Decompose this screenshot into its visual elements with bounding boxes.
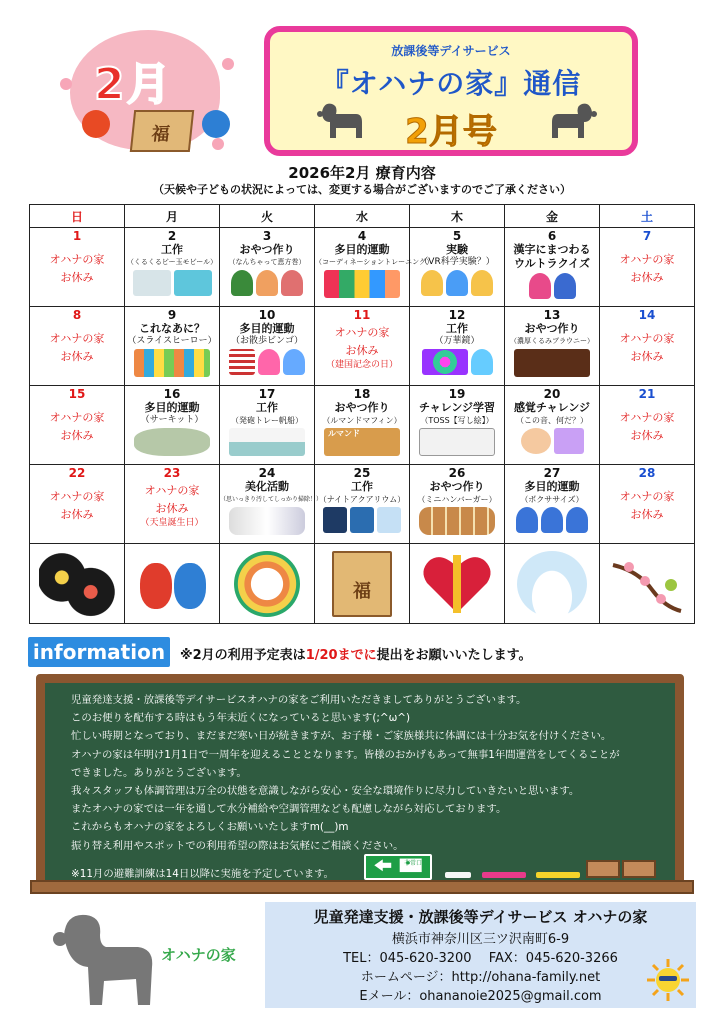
calendar-day-cell bbox=[315, 228, 434, 307]
oni-illustration bbox=[125, 544, 220, 624]
calendar-day-cell bbox=[220, 228, 315, 307]
closed-label: オハナの家 bbox=[49, 490, 105, 503]
activity-name: 多目的運動 bbox=[144, 401, 200, 414]
activity-illustration bbox=[505, 428, 599, 454]
message-line: 児童発達支援・放課後等デイサービスオハナの家をご利用いただきましてありがとうございます。 bbox=[71, 694, 527, 706]
calendar-day-cell bbox=[410, 465, 505, 544]
schedule-title: 2026年2月 療育内容 bbox=[288, 164, 436, 182]
closed-label: オハナの家 bbox=[144, 484, 200, 497]
closed-label: オハナの家 bbox=[334, 326, 390, 339]
activity-illustration bbox=[220, 270, 314, 296]
day-number: 6 bbox=[547, 229, 557, 243]
closed-sub: お休み bbox=[630, 429, 664, 442]
closed-sub: お休み bbox=[630, 508, 664, 521]
closed-sub: お休み bbox=[60, 271, 94, 284]
heart-box-illustration bbox=[410, 544, 505, 624]
calendar-day-cell bbox=[410, 386, 505, 465]
masu-box-text: 福 bbox=[150, 124, 171, 145]
weekday-tuesday: 火 bbox=[220, 205, 315, 228]
message-line: このお便りを配布する時はもう年末近くになっていると思います(;^ω^) bbox=[71, 712, 411, 725]
activity-illustration bbox=[505, 273, 599, 299]
masu-box-icon bbox=[130, 110, 194, 152]
weekday-saturday: 土 bbox=[600, 205, 695, 228]
month-badge-text: 2月 bbox=[94, 59, 173, 110]
calendar-day-cell bbox=[30, 228, 125, 307]
activity-detail: （万華鏡） bbox=[434, 336, 480, 346]
activity-illustration bbox=[220, 428, 314, 456]
calendar-day-cell bbox=[410, 307, 505, 386]
notice-text-end: 提出をお願いいたします。 bbox=[376, 648, 532, 663]
calendar-day-cell bbox=[600, 307, 695, 386]
address: 横浜市神奈川区三ツ沢南町6-9 bbox=[391, 932, 570, 947]
chalk-yellow bbox=[536, 872, 580, 878]
day-number: 18 bbox=[353, 387, 371, 401]
day-number: 9 bbox=[167, 308, 177, 322]
blue-oni-icon bbox=[202, 110, 230, 138]
activity-illustration bbox=[410, 507, 504, 535]
holiday-name: （天皇誕生日） bbox=[140, 518, 204, 528]
day-number: 21 bbox=[638, 387, 656, 401]
day-number: 17 bbox=[258, 387, 276, 401]
notice-text: ※2月の利用予定表は bbox=[180, 648, 306, 663]
activity-detail: （くるくるビー玉モビール） bbox=[126, 258, 218, 266]
schedule-note: （天候や子どもの状況によっては、変更する場合がございますのでご了承ください） bbox=[153, 183, 571, 196]
holiday-name: （建国記念の日） bbox=[325, 360, 398, 370]
month-badge bbox=[52, 18, 242, 168]
calendar-day-cell bbox=[505, 307, 600, 386]
notice-deadline: 1/20までに bbox=[305, 648, 377, 663]
activity-name: 工作 bbox=[351, 480, 373, 493]
closed-sub: お休み bbox=[630, 350, 664, 363]
calendar-day-cell bbox=[30, 465, 125, 544]
closed-label: オハナの家 bbox=[619, 411, 675, 424]
weekday-wednesday: 水 bbox=[315, 205, 410, 228]
calendar-day-cell bbox=[600, 386, 695, 465]
homepage-link[interactable]: ホームページ：http://ohana-family.net bbox=[360, 970, 601, 985]
dog-icon bbox=[548, 98, 598, 142]
calendar-week-row bbox=[30, 465, 695, 544]
facility-name: 児童発達支援・放課後等デイサービス オハナの家 bbox=[313, 908, 648, 926]
activity-detail: （お散歩ビンゴ） bbox=[230, 336, 303, 346]
day-number: 20 bbox=[543, 387, 561, 401]
activity-name: 美化活動 bbox=[245, 480, 289, 493]
calendar-day-cell bbox=[30, 386, 125, 465]
day-number: 25 bbox=[353, 466, 371, 480]
snow-rabbit-illustration bbox=[505, 544, 600, 624]
seasonal-illustration-row bbox=[30, 544, 695, 624]
day-number: 28 bbox=[638, 466, 656, 480]
day-number: 11 bbox=[353, 308, 371, 322]
calendar-week-row bbox=[30, 307, 695, 386]
activity-name: おやつ作り bbox=[334, 401, 390, 414]
muffin-label: ルマンド bbox=[324, 428, 400, 456]
day-number: 10 bbox=[258, 308, 276, 322]
closed-label: オハナの家 bbox=[619, 490, 675, 503]
activity-illustration bbox=[410, 349, 504, 375]
calendar-day-cell bbox=[315, 386, 410, 465]
calendar-day-cell bbox=[220, 386, 315, 465]
weekday-friday: 金 bbox=[505, 205, 600, 228]
activity-name: チャレンジ学習 bbox=[418, 401, 496, 414]
newsletter-title: 『オハナの家』通信 bbox=[320, 67, 582, 100]
plum-flower-icon bbox=[60, 78, 72, 90]
message-line: できました。ありがとうございます。 bbox=[71, 766, 247, 779]
day-number: 1 bbox=[72, 229, 82, 243]
activity-name: 工作 bbox=[161, 243, 183, 256]
masu-beans-illustration bbox=[315, 544, 410, 624]
activity-name: おやつ作り bbox=[429, 480, 485, 493]
dog-icon bbox=[316, 98, 366, 142]
calendar-day-cell bbox=[315, 307, 410, 386]
day-number: 12 bbox=[448, 308, 466, 322]
day-number: 4 bbox=[357, 229, 367, 243]
activity-illustration bbox=[410, 270, 504, 296]
activity-name: 実験 bbox=[446, 243, 468, 256]
calendar-day-cell bbox=[315, 465, 410, 544]
message-line: これからもオハナの家をよろしくお願いいたしますm(__)m bbox=[71, 821, 349, 834]
calendar-day-cell bbox=[410, 228, 505, 307]
calendar-week-row bbox=[30, 228, 695, 307]
closed-sub: お休み bbox=[60, 429, 94, 442]
activity-detail: （TOSS【写し絵】） bbox=[420, 416, 494, 425]
activity-name: 多目的運動 bbox=[524, 480, 580, 493]
dog-icon bbox=[46, 905, 158, 1015]
closed-sub: お休み bbox=[630, 271, 664, 284]
ehomaki-illustration bbox=[30, 544, 125, 624]
activity-illustration bbox=[505, 507, 599, 533]
activity-name-line2: ウルトラクイズ bbox=[513, 257, 590, 270]
day-number: 26 bbox=[448, 466, 466, 480]
chalk-white bbox=[445, 872, 471, 878]
masu-label: 福 bbox=[353, 580, 371, 602]
activity-name: おやつ作り bbox=[524, 322, 580, 335]
calendar-day-cell bbox=[600, 465, 695, 544]
calendar-day-cell bbox=[505, 386, 600, 465]
activity-name: 多目的運動 bbox=[334, 243, 390, 256]
day-number: 24 bbox=[258, 466, 276, 480]
activity-name: これなあに？ bbox=[139, 322, 205, 335]
weekday-sunday: 日 bbox=[30, 205, 125, 228]
day-number: 19 bbox=[448, 387, 466, 401]
message-line: 我々スタッフも体調管理は万全の状態を意識しながら安心・安全な環境作りに尽力していきたいと思います。 bbox=[71, 785, 580, 798]
closed-sub: お休み bbox=[155, 502, 189, 515]
activity-detail: （濃厚くるみブラウニー） bbox=[510, 337, 594, 345]
exit-sign-icon bbox=[364, 854, 432, 880]
submission-notice bbox=[180, 644, 532, 663]
red-oni-icon bbox=[82, 110, 110, 138]
calendar-week-row bbox=[30, 386, 695, 465]
message-line: 忙しい時期となっており、まだまだ寒い日が続きますが、お子様・ご家族様共に体調には十分お気を付けください。 bbox=[71, 730, 612, 743]
activity-detail: （思いっきり汚してしっかり掃除！） bbox=[220, 496, 323, 503]
chalk-tray bbox=[30, 880, 694, 894]
activity-detail: （ミニハンバーガー） bbox=[417, 495, 497, 504]
activity-detail: （なんちゃって恵方巻） bbox=[228, 258, 306, 266]
calendar-day-cell bbox=[505, 465, 600, 544]
contact-box bbox=[265, 902, 696, 1008]
activity-illustration bbox=[125, 428, 219, 456]
activity-illustration bbox=[315, 270, 409, 298]
calendar-day-cell bbox=[125, 386, 220, 465]
activity-name: 漢字にまつわる bbox=[513, 243, 591, 256]
calendar-day-cell bbox=[220, 307, 315, 386]
message-line: オハナの家は年明け1月1日で一周年を迎えることとなります。皆様のおかげもあって無事1年間運営をしてくることが bbox=[71, 748, 620, 761]
day-number: 8 bbox=[72, 308, 82, 322]
activity-illustration bbox=[410, 428, 504, 456]
issue-label: 2月号 bbox=[405, 112, 497, 152]
newsletter-title-box bbox=[264, 26, 638, 156]
activity-illustration bbox=[220, 349, 314, 375]
email-link[interactable]: Eメール：ohananoie2025@gmail.com bbox=[359, 989, 602, 1004]
day-number: 27 bbox=[543, 466, 561, 480]
activity-name: 工作 bbox=[256, 401, 278, 414]
activity-name: 感覚チャレンジ bbox=[513, 401, 591, 414]
activity-calendar bbox=[29, 204, 695, 624]
day-number: 16 bbox=[163, 387, 181, 401]
weekday-header-row bbox=[30, 205, 695, 228]
day-number: 14 bbox=[638, 308, 656, 322]
activity-illustration bbox=[125, 270, 219, 296]
closed-label: オハナの家 bbox=[619, 253, 675, 266]
day-number: 3 bbox=[262, 229, 272, 243]
plum-flower-icon bbox=[222, 58, 234, 70]
activity-detail: （発砲トレー帆船） bbox=[231, 416, 303, 425]
exit-sign-text: 非常口 bbox=[404, 860, 423, 867]
evacuation-drill-note: ※11月の避難訓練は14日以降に実施を予定しています。 bbox=[71, 867, 334, 880]
activity-illustration bbox=[505, 349, 599, 377]
day-number: 7 bbox=[642, 229, 652, 243]
eraser bbox=[586, 860, 620, 878]
activity-detail: （コーディネーショントレーニング） bbox=[315, 258, 434, 266]
plum-flower-icon bbox=[212, 138, 224, 150]
day-number: 15 bbox=[68, 387, 86, 401]
activity-detail: （サーキット） bbox=[140, 415, 204, 425]
day-number: 2 bbox=[167, 229, 177, 243]
information-label: information bbox=[28, 637, 170, 667]
activity-name: おやつ作り bbox=[239, 243, 295, 256]
closed-label: オハナの家 bbox=[49, 332, 105, 345]
activity-detail: （ボクササイズ） bbox=[520, 495, 584, 504]
day-number: 22 bbox=[68, 466, 86, 480]
phone-fax: TEL：045-620-3200 FAX：045-620-3266 bbox=[343, 951, 618, 966]
activity-detail: （ルマンドマフィン） bbox=[322, 416, 402, 425]
activity-detail: （スライスヒーロー） bbox=[127, 336, 217, 346]
chalk-pink bbox=[482, 872, 526, 878]
activity-illustration bbox=[315, 428, 409, 456]
footer-brand: オハナの家 bbox=[161, 946, 236, 964]
closed-label: オハナの家 bbox=[49, 411, 105, 424]
day-number: 23 bbox=[163, 466, 181, 480]
activity-detail: （VR科学実験？） bbox=[419, 257, 495, 267]
closed-label: オハナの家 bbox=[619, 332, 675, 345]
activity-name: 工作 bbox=[446, 322, 468, 335]
closed-label: オハナの家 bbox=[49, 253, 105, 266]
closed-sub: お休み bbox=[60, 350, 94, 363]
calendar-day-cell bbox=[220, 465, 323, 544]
eraser bbox=[622, 860, 656, 878]
message-line: 振り替え利用やスポットでの利用希望の際はお気軽にご相談ください。 bbox=[71, 839, 404, 852]
weekday-monday: 月 bbox=[125, 205, 220, 228]
activity-illustration bbox=[315, 507, 409, 533]
activity-illustration bbox=[125, 349, 219, 377]
plum-branch-illustration bbox=[600, 544, 695, 624]
calendar-day-cell bbox=[505, 228, 600, 307]
activity-detail: （ナイトアクアリウム） bbox=[318, 495, 406, 504]
closed-sub: お休み bbox=[345, 344, 379, 357]
sun-icon bbox=[646, 958, 690, 1002]
weekday-thursday: 木 bbox=[410, 205, 505, 228]
calendar-day-cell bbox=[125, 228, 220, 307]
day-number: 5 bbox=[452, 229, 462, 243]
activity-name: 多目的運動 bbox=[239, 322, 295, 335]
service-type: 放課後等デイサービス bbox=[391, 44, 511, 58]
calendar-day-cell bbox=[30, 307, 125, 386]
message-line: またオハナの家では一年を通して水分補給や空調管理なども配慮しながら対応しております。 bbox=[71, 803, 507, 816]
eho-compass-illustration bbox=[220, 544, 315, 624]
day-number: 13 bbox=[543, 308, 561, 322]
calendar-day-cell bbox=[600, 228, 695, 307]
calendar-day-cell bbox=[125, 465, 220, 544]
closed-sub: お休み bbox=[60, 508, 94, 521]
activity-illustration bbox=[220, 507, 314, 535]
calendar-day-cell bbox=[125, 307, 220, 386]
activity-detail: （この音、何だ？） bbox=[516, 416, 588, 425]
